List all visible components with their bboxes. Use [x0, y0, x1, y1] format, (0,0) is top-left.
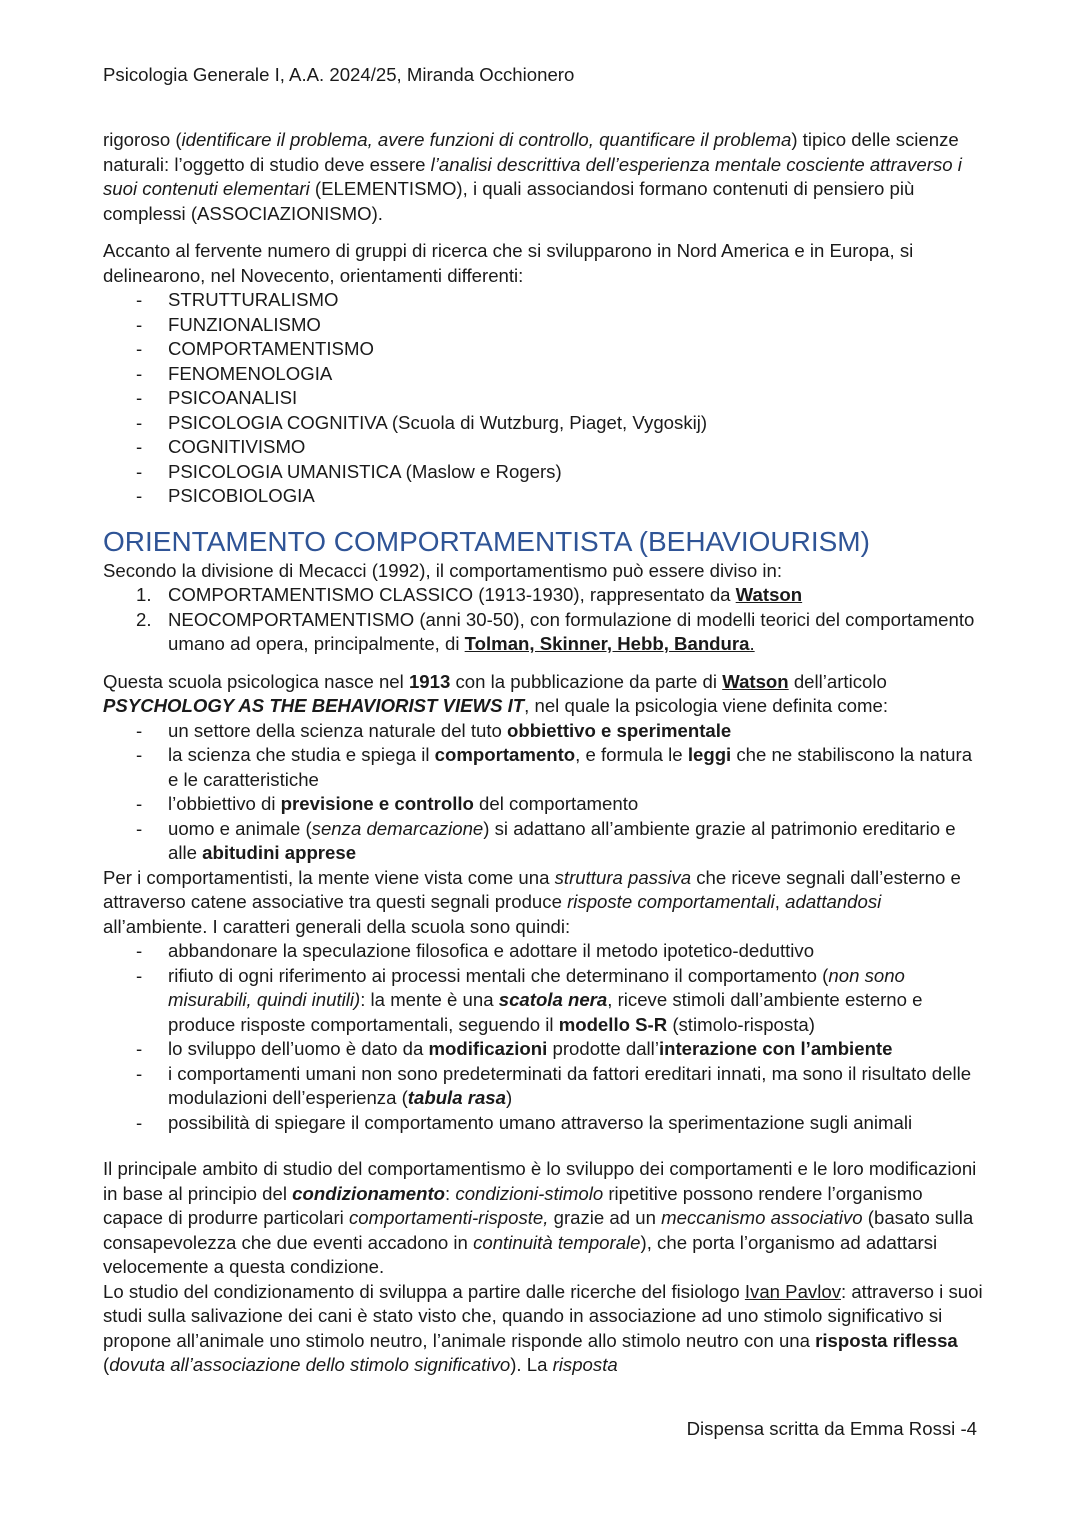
- orientations-list: [103, 288, 983, 509]
- characters-list: [103, 939, 983, 1135]
- list-item: - PSICOANALISI: [103, 386, 983, 411]
- page-footer: Dispensa scritta da Emma Rossi -4: [686, 1418, 977, 1439]
- list-item: - COGNITIVISMO: [103, 435, 983, 460]
- list-item: - STRUTTURALISMO: [103, 288, 983, 313]
- list-item: - COMPORTAMENTISMO: [103, 337, 983, 362]
- division-intro: Secondo la divisione di Mecacci (1992), il comportamentismo può essere diviso in:: [103, 559, 782, 581]
- section-heading: ORIENTAMENTO COMPORTAMENTISTA (BEHAVIOURISM): [103, 525, 870, 557]
- list-item: - PSICOLOGIA UMANISTICA (Maslow e Rogers): [103, 460, 983, 485]
- list-item: - i comportamenti umani non sono predeterminati da fattori ereditari innati, ma sono il risultato delle modulazioni dell’esperienza (tabula rasa): [103, 1062, 983, 1111]
- list-item: - PSICOLOGIA COGNITIVA (Scuola di Wutzburg, Piaget, Vygoskij): [103, 411, 983, 436]
- document-body: [103, 128, 983, 1378]
- pavlov-paragraph: Lo studio del condizionamento di sviluppa a partire dalle ricerche del fisiologo Ivan Pavlov: attraverso i suoi studi sulla salivazione dei cani è stato visto che, quando in associazione ad uno stimolo significativo si propone all’animale uno stimolo neutro, l’animale risponde allo stimolo neutro con una risposta riflessa (dovuta all’associazione dello stimolo significativo). La risposta: [103, 1280, 983, 1375]
- list-item: - abbandonare la speculazione filosofica e adottare il metodo ipotetico-deduttivo: [103, 939, 983, 964]
- list-item: 1. COMPORTAMENTISMO CLASSICO (1913-1930), rappresentato da Watson: [136, 584, 803, 605]
- list-item: - FUNZIONALISMO: [103, 313, 983, 338]
- list-item: - rifiuto di ogni riferimento ai processi mentali che determinano il comportamento (non sono misurabili, quindi inutili): la mente è una scatola nera, riceve stimoli dall’ambiente esterno e produce risposte comportamentali, seguendo il modello S-R (stimolo-risposta): [103, 964, 983, 1038]
- intro-paragraph: rigoroso (identificare il problema, avere funzioni di controllo, quantificare il problema) tipico delle scienze naturali: l’oggetto di studio deve essere l’analisi descrittiva dell’esperienza mentale cosciente attraverso i suoi contenuti elementari (ELEMENTISMO), i quali associandosi formano contenuti di pensiero più complessi (ASSOCIAZIONISMO).: [103, 129, 962, 224]
- orientations-intro: Accanto al fervente numero di gruppi di ricerca che si svilupparono in Nord America e in Europa, si delinearono, nel Novecento, orientamenti differenti:: [103, 240, 914, 286]
- definitions-list: [103, 719, 983, 866]
- list-item: - FENOMENOLOGIA: [103, 362, 983, 387]
- page-header: Psicologia Generale I, A.A. 2024/25, Miranda Occhionero: [103, 64, 575, 85]
- list-item: - l’obbiettivo di previsione e controllo del comportamento: [103, 792, 983, 817]
- watson-paragraph: Questa scuola psicologica nasce nel 1913 con la pubblicazione da parte di Watson dell’articolo PSYCHOLOGY AS THE BEHAVIORIST VIEWS IT, nel quale la psicologia viene definita come:: [103, 670, 889, 716]
- list-item: 2. NEOCOMPORTAMENTISMO (anni 30-50), con formulazione di modelli teorici del comportamento umano ad opera, principalmente, di Tolman, Skinner, Hebb, Bandura.: [136, 608, 975, 654]
- list-item: - PSICOBIOLOGIA: [103, 484, 983, 509]
- conditioning-paragraph: Il principale ambito di studio del comportamentismo è lo sviluppo dei comportamenti e le loro modificazioni in base al principio del condizionamento: condizioni-stimolo ripetitive possono rendere l’organismo capace di produrre particolari comportamenti-risposte, grazie ad un meccanismo associativo (basato sulla consapevolezza che due eventi accadono in continuità temporale), che porta l’organismo ad adattarsi velocemente a questa condizione.: [103, 1158, 977, 1277]
- divisions-list: [103, 583, 983, 657]
- list-item: - uomo e animale (senza demarcazione) si adattano all’ambiente grazie al patrimonio ereditario e alle abitudini apprese: [103, 817, 983, 866]
- list-item: - la scienza che studia e spiega il comportamento, e formula le leggi che ne stabiliscono la natura e le caratteristiche: [103, 743, 983, 792]
- list-item: - un settore della scienza naturale del tuto obbiettivo e sperimentale: [103, 719, 983, 744]
- list-item: - possibilità di spiegare il comportamento umano attraverso la sperimentazione sugli animali: [103, 1111, 983, 1136]
- list-item: - lo sviluppo dell’uomo è dato da modificazioni prodotte dall’interazione con l’ambiente: [103, 1037, 983, 1062]
- mind-paragraph: Per i comportamentisti, la mente viene vista come una struttura passiva che riceve segnali dall’esterno e attraverso catene associative tra questi segnali produce risposte comportamentali, adattandosi all’ambiente. I caratteri generali della scuola sono quindi:: [103, 866, 961, 937]
